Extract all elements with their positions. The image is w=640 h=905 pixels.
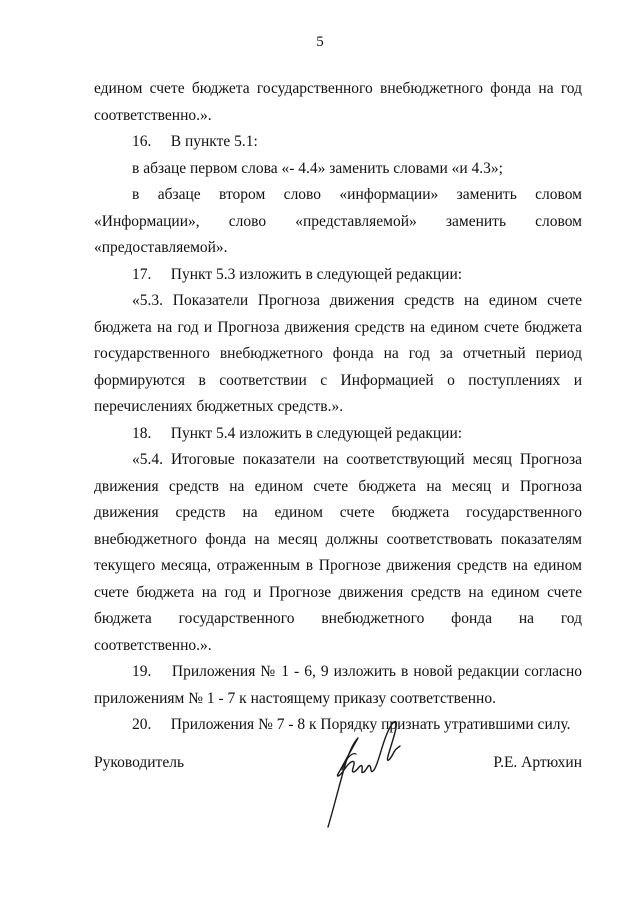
- paragraph-continuation: едином счете бюджета государственного внебюджетного фонда на год соответственно.».: [94, 80, 582, 124]
- signatory-name: Р.Е. Артюхин: [493, 754, 582, 771]
- paragraph-quote-5-4: «5.4. Итоговые показатели на соответствующий месяц Прогноза движения средств на едином счете бюджета на месяц и Прогноза движения средств на едином счете бюджета государственного внебюджетного фонда на месяц должны соответствовать показателям текущего месяца, отраженным в Прогнозе движения средств на едином счете бюджета на год и Прогнозе движения средств на едином счете бюджета государственного внебюджетного фонда на год соответственно.».: [94, 451, 582, 654]
- paragraph-item-20: 20. Приложения № 7 - 8 к Порядку признать утратившими силу.: [132, 716, 571, 733]
- signatory-position: Руководитель: [94, 754, 185, 771]
- page-number: 5: [316, 34, 324, 50]
- paragraph-item-16: 16. В пункте 5.1:: [132, 133, 258, 150]
- paragraph-16-sub-2: в абзаце втором слово «информации» заменить словом «Информации», слово «представляемой» заменить словом «предоставляемой».: [94, 186, 582, 256]
- document-body: [94, 76, 582, 739]
- paragraph-item-19: 19. Приложения № 1 - 6, 9 изложить в новой редакции согласно приложениям № 1 - 7 к настоящему приказу соответственно.: [94, 663, 582, 707]
- paragraph-item-17: 17. Пункт 5.3 изложить в следующей редакции:: [132, 265, 463, 283]
- paragraph-item-18: 18. Пункт 5.4 изложить в следующей редакции:: [132, 424, 463, 442]
- handwritten-signature: [320, 712, 410, 832]
- paragraph-quote-5-3: «5.3. Показатели Прогноза движения средств на едином счете бюджета на год и Прогноза движения средств на едином счете бюджета государственного внебюджетного фонда на год за отчетный период формируются в соответствии с Информацией о поступлениях и перечислениях бюджетных средств.».: [94, 292, 582, 415]
- paragraph-16-sub-1: в абзаце первом слова «- 4.4» заменить словами «и 4.3»;: [132, 159, 503, 177]
- signature-block: [94, 754, 582, 834]
